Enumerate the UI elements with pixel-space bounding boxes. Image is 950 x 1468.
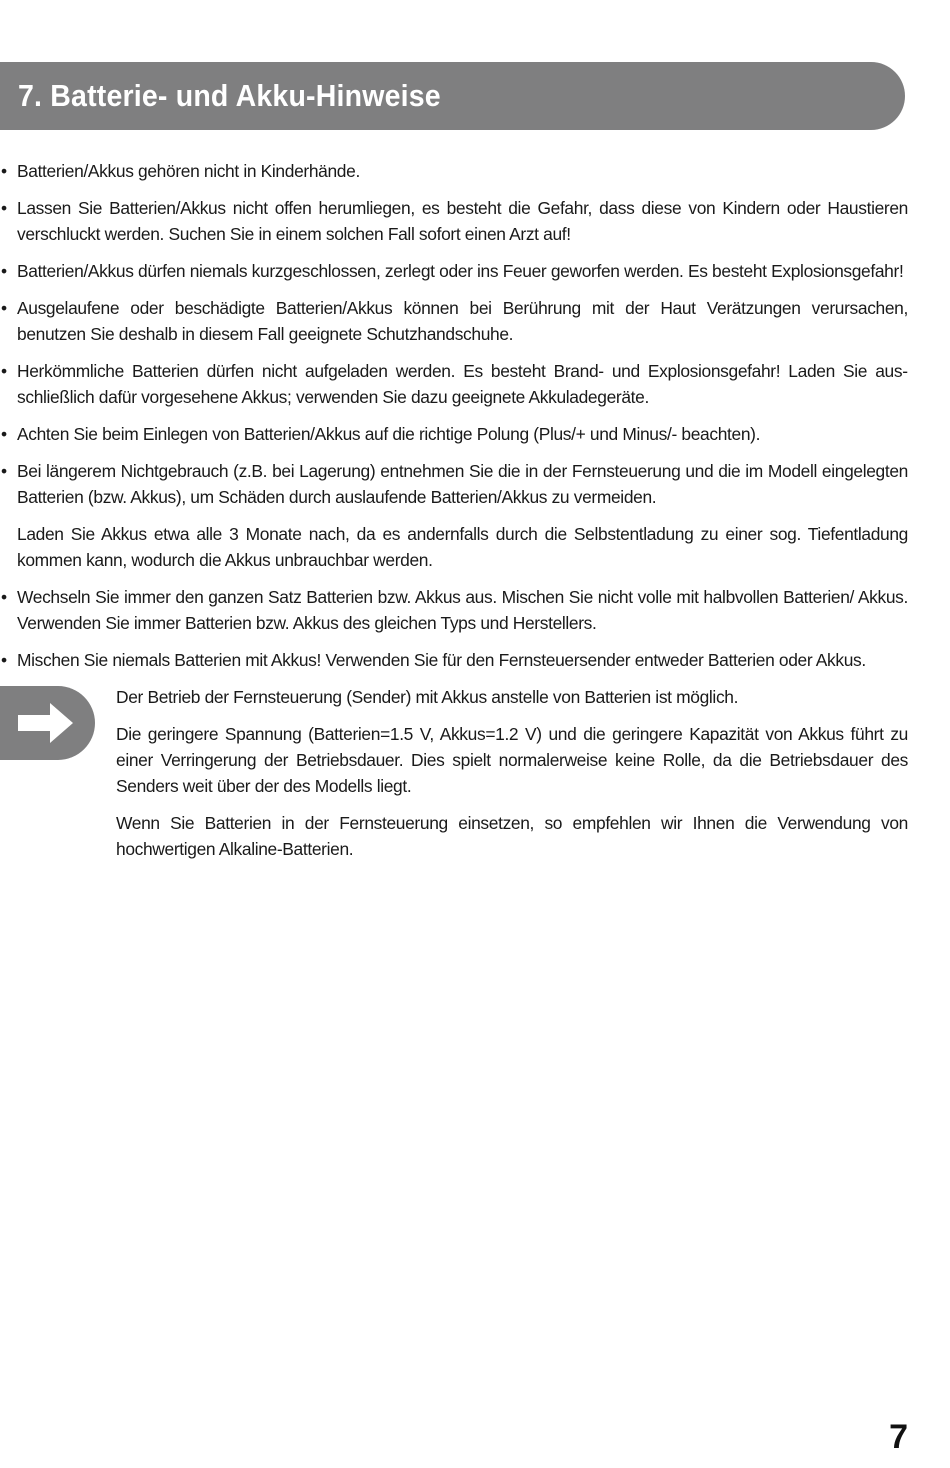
bullet-marker: • — [1, 461, 7, 481]
list-item-text: Mischen Sie niemals Batterien mit Akkus! Verwenden Sie für den Fernsteuersender entweder Batterien oder Akkus. — [17, 650, 866, 670]
list-item-text: Lassen Sie Batterien/Akkus nicht offen herumliegen, es besteht die Gefahr, dass diese von Kindern oder Haustieren verschluckt werden. Suchen Sie in einem solchen Fall sofort einen Arzt auf! — [17, 198, 908, 244]
note-paragraph: Wenn Sie Batterien in der Fernsteuerung einsetzen, so empfehlen wir Ihnen die Verwendung von hochwertigen Alkaline-Batterien. — [116, 813, 908, 859]
list-item — [0, 295, 908, 347]
bullet-marker: • — [1, 198, 7, 218]
arrow-right-icon — [0, 686, 95, 760]
note-text — [116, 684, 908, 862]
bullet-list-secondary — [0, 584, 908, 673]
list-item — [0, 158, 908, 184]
list-item — [0, 584, 908, 636]
list-item-text: Wechseln Sie immer den ganzen Satz Batterien bzw. Akkus aus. Mischen Sie nicht volle mit halbvollen Batterien/ Akkus. Verwenden Sie immer Batterien bzw. Akkus des gleichen Typs und Herstellers. — [17, 587, 908, 633]
note-paragraph: Die geringere Spannung (Batterien=1.5 V, Akkus=1.2 V) und die geringere Kapazität von Akkus führt zu einer Verringerung der Betriebsdauer. Dies spielt normalerweise keine Rolle, da die Betriebsdauer des Senders weit über der des Modells liegt. — [116, 724, 908, 796]
list-item — [0, 647, 908, 673]
page-number: 7 — [889, 1418, 908, 1456]
list-item — [0, 258, 908, 284]
storage-note: Laden Sie Akkus etwa alle 3 Monate nach, da es andernfalls durch die Selbstentladung zu einer sog. Tiefentladung kommen kann, wodurch die Akkus unbrauchbar werden. — [17, 524, 908, 570]
list-item — [0, 358, 908, 410]
bullet-marker: • — [1, 298, 7, 318]
list-item-text: Achten Sie beim Einlegen von Batterien/Akkus auf die richtige Polung (Plus/+ und Minus/- beachten). — [17, 424, 761, 444]
bullet-list — [0, 158, 908, 510]
bullet-marker: • — [1, 587, 7, 607]
list-item-text: Ausgelaufene oder beschädigte Batterien/Akkus können bei Berührung mit der Haut Verätzungen verursachen, benutzen Sie deshalb in diesem Fall geeignete Schutzhandschuhe. — [17, 298, 908, 344]
content — [0, 158, 908, 873]
section-title: 7. Batterie- und Akku-Hinweise — [18, 78, 441, 113]
bullet-marker: • — [1, 424, 7, 444]
note-paragraph: Der Betrieb der Fernsteuerung (Sender) mit Akkus anstelle von Batterien ist möglich. — [116, 687, 739, 707]
list-item — [0, 421, 908, 447]
list-item — [0, 195, 908, 247]
bullet-marker: • — [1, 261, 7, 281]
list-item-text: Batterien/Akkus gehören nicht in Kinderhände. — [17, 161, 360, 181]
list-item-text: Bei längerem Nichtgebrauch (z.B. bei Lagerung) entnehmen Sie die in der Fernsteuerung und die im Modell eingelegten Batterien (bzw. Akkus), um Schäden durch auslaufende Batterien/Akkus zu vermeiden. — [17, 461, 908, 507]
list-item-text: Batterien/Akkus dürfen niemals kurzgeschlossen, zerlegt oder ins Feuer geworfen werden. Es besteht Explosionsgefahr! — [17, 261, 904, 281]
bullet-marker: • — [1, 161, 7, 181]
info-note — [0, 684, 908, 862]
bullet-marker: • — [1, 361, 7, 381]
list-item — [0, 458, 908, 510]
section-header — [0, 62, 905, 130]
bullet-marker: • — [1, 650, 7, 670]
list-item-text: Herkömmliche Batterien dürfen nicht aufgeladen werden. Es besteht Brand- und Explosionsgefahr! Laden Sie ausschließlich dafür vorgesehene Akkus; verwenden Sie dazu geeignete Akkuladegeräte. — [17, 361, 908, 407]
